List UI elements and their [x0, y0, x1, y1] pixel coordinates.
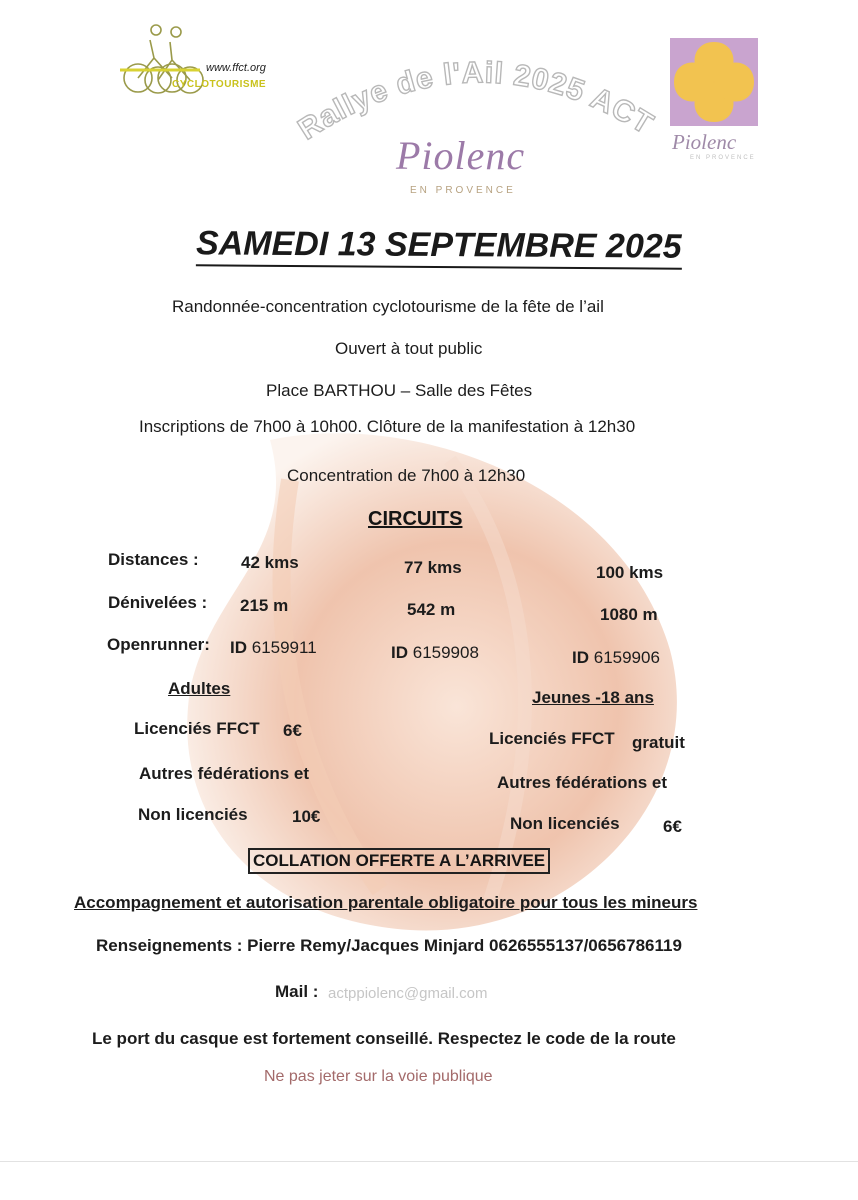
- openrunner-id: 6159908: [412, 643, 479, 662]
- piolenc-wordmark: Piolenc: [396, 133, 526, 178]
- adultes-non-licencies-price: 10€: [292, 807, 321, 826]
- circuit-1-openrunner-id: [230, 638, 317, 658]
- circuit-3-distance: 100 kms: [596, 563, 664, 582]
- openrunner-id: 6159906: [593, 648, 660, 667]
- jeunes-autres-label: Autres fédérations et: [497, 773, 668, 792]
- denivelees-label: Dénivelées :: [108, 593, 208, 612]
- mail-label: Mail :: [275, 982, 319, 1001]
- jeunes-non-licencies-label: Non licenciés: [510, 814, 620, 833]
- provence-subtitle: EN PROVENCE: [410, 185, 516, 196]
- openrunner-label: Openrunner:: [107, 635, 210, 654]
- distances-label: Distances :: [108, 550, 199, 569]
- circuit-2-denivele: 542 m: [407, 600, 456, 619]
- circuit-1-denivele: 215 m: [240, 596, 289, 615]
- helmet-advice: Le port du casque est fortement conseillé. Respectez le code de la route: [92, 1029, 676, 1048]
- concentration-hours: Concentration de 7h00 à 12h30: [287, 466, 526, 485]
- renseignements-contact: Renseignements : Pierre Remy/Jacques Minjard 0626555137/0656786119: [96, 936, 682, 955]
- ffct-name: CYCLOTOURISME: [172, 79, 267, 90]
- id-prefix: ID: [572, 648, 589, 667]
- ffct-url: www.ffct.org: [206, 62, 266, 74]
- event-location: Place BARTHOU – Salle des Fêtes: [266, 381, 533, 400]
- adultes-non-licencies-label: Non licenciés: [138, 805, 248, 824]
- collation-box: COLLATION OFFERTE A L’ARRIVEE: [248, 848, 550, 874]
- adultes-autres-label: Autres fédérations et: [139, 764, 310, 783]
- jeunes-non-licencies-price: 6€: [663, 817, 682, 836]
- jeunes-licencies-price: gratuit: [632, 733, 685, 752]
- scan-edge-divider: [0, 1161, 858, 1162]
- open-to-public: Ouvert à tout public: [335, 339, 483, 358]
- registration-hours: Inscriptions de 7h00 à 10h00. Clôture de la manifestation à 12h30: [139, 417, 636, 436]
- event-description: Randonnée-concentration cyclotourisme de la fête de l’ail: [172, 297, 604, 316]
- adultes-licencies-label: Licenciés FFCT: [134, 719, 260, 738]
- mail-address[interactable]: actppiolenc@gmail.com: [328, 985, 488, 1002]
- svg-text:Rallye de l'Ail 2025 ACT: Rallye de l'Ail 2025 ACT: [292, 56, 660, 147]
- piolenc-logo-subtext: EN PROVENCE: [690, 155, 756, 161]
- id-prefix: ID: [230, 638, 247, 657]
- accompagnement-notice: Accompagnement et autorisation parentale obligatoire pour tous les mineurs: [74, 893, 698, 912]
- event-date-title: SAMEDI 13 SEPTEMBRE 2025: [196, 224, 682, 269]
- piolenc-flower-logo: [670, 38, 758, 126]
- circuit-2-openrunner-id: [391, 643, 479, 663]
- circuit-3-openrunner-id: [572, 648, 660, 668]
- adultes-heading: Adultes: [168, 679, 231, 698]
- adultes-licencies-price: 6€: [283, 721, 302, 740]
- piolenc-logo-text: Piolenc: [672, 130, 737, 154]
- circuit-3-denivele: 1080 m: [600, 605, 658, 624]
- circuits-heading: CIRCUITS: [368, 508, 463, 530]
- circuit-2-distance: 77 kms: [404, 558, 462, 577]
- footer-notice: Ne pas jeter sur la voie publique: [264, 1068, 493, 1085]
- id-prefix: ID: [391, 643, 408, 662]
- circuit-1-distance: 42 kms: [241, 553, 299, 572]
- openrunner-id: 6159911: [251, 638, 317, 657]
- jeunes-heading: Jeunes -18 ans: [532, 688, 654, 707]
- jeunes-licencies-label: Licenciés FFCT: [489, 729, 615, 748]
